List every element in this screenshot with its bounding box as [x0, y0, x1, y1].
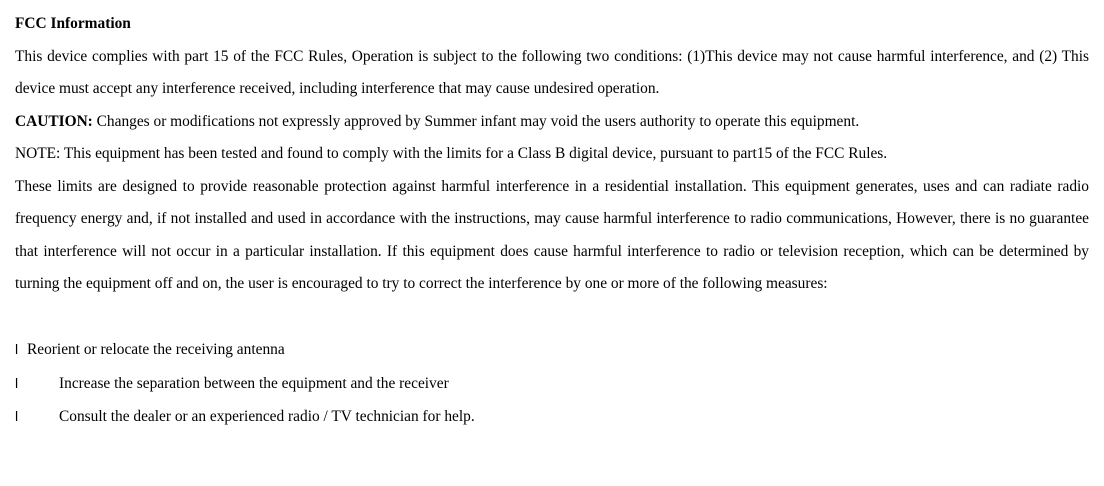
fcc-document	[15, 8, 1089, 434]
note-statement: NOTE: This equipment has been tested and found to comply with the limits for a Class B digital device, pursuant to part15 of the FCC Rules.	[15, 145, 888, 162]
caution-text: Changes or modifications not expressly approved by Summer infant may void the users authority to operate this equipment.	[92, 112, 860, 130]
caution-label: CAUTION:	[15, 112, 93, 130]
measure-text: Increase the separation between the equipment and the receiver	[59, 374, 449, 392]
measure-text: Reorient or relocate the receiving antenna	[27, 341, 285, 358]
limits-paragraph: These limits are designed to provide reasonable protection against harmful interference in a residential installation. This equipment generates, uses and can radiate radio frequency energy and, if not installed and used in accordance with the instructions, may cause harmful interference to radio communications, However, there is no guarantee that interference will not occur in a particular installation. If this equipment does cause harmful interference to radio or television reception, which can be determined by turning the equipment off and on, the user is encouraged to try to correct the interference by one or more of the following measures:	[15, 177, 1089, 292]
spacer	[15, 301, 1089, 334]
caution-statement	[15, 106, 1089, 139]
compliance-paragraph: This device complies with part 15 of the FCC Rules, Operation is subject to the following two conditions: (1)This device may not cause harmful interference, and (2) This device must accept any interference received, including interference that may cause undesired operation.	[15, 47, 1089, 97]
bullet-marker: l	[15, 374, 19, 391]
measure-item-reorient	[15, 333, 1089, 367]
document-title: FCC Information	[15, 15, 131, 32]
measure-item-separation	[15, 367, 1089, 401]
bullet-marker: l	[15, 408, 19, 424]
bullet-marker: l	[15, 341, 19, 357]
measure-text: Consult the dealer or an experienced radio / TV technician for help.	[59, 408, 475, 425]
measure-item-consult	[15, 400, 1089, 434]
